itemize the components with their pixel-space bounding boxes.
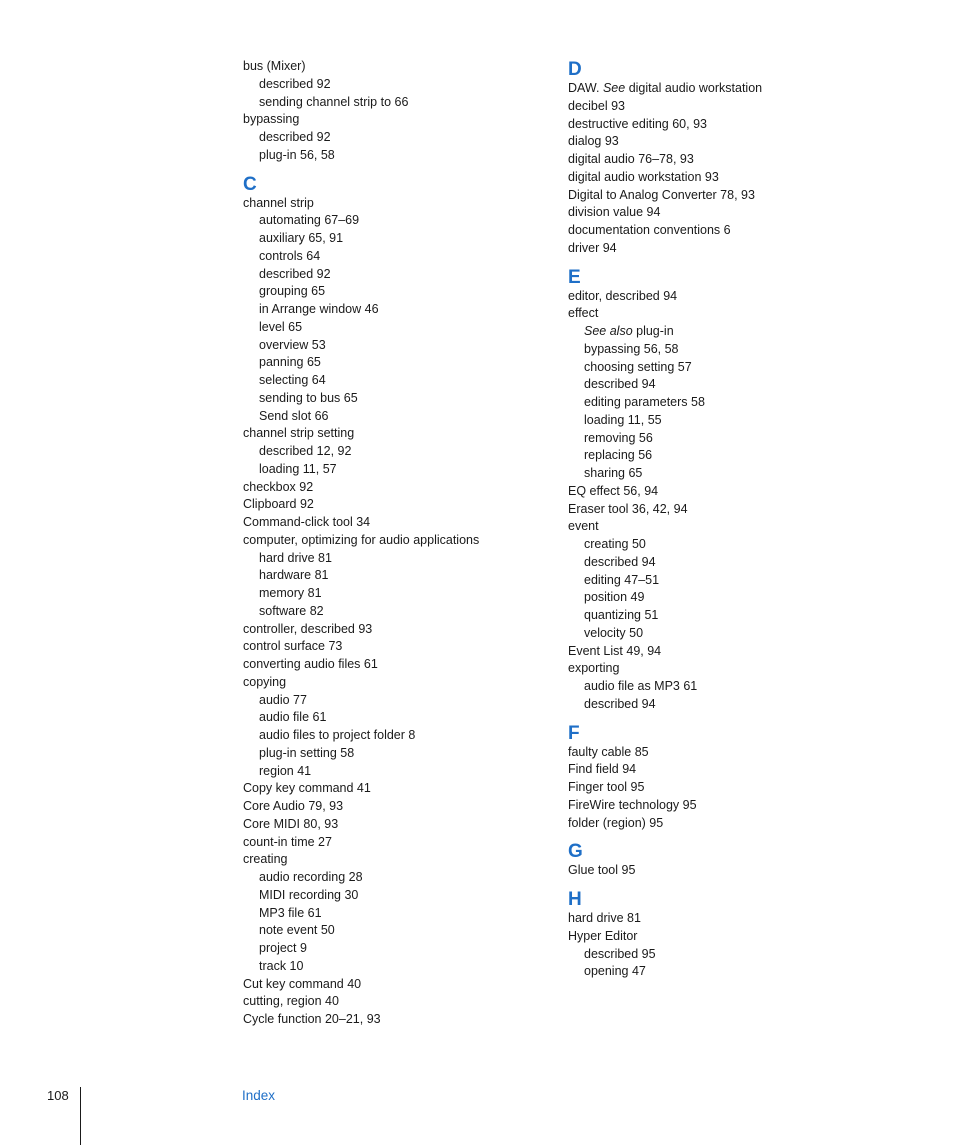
entry-text: Core MIDI 80, 93	[243, 816, 339, 831]
index-entry	[568, 928, 868, 946]
entry-text: memory 81	[259, 586, 322, 600]
entry-text: folder (region) 95	[568, 815, 664, 830]
index-entry	[243, 780, 543, 798]
index-entry	[243, 621, 543, 639]
index-subentry	[243, 869, 543, 887]
entry-text: Clipboard 92	[243, 497, 314, 512]
entry-text: audio 77	[259, 692, 307, 707]
entry-text: hard drive 81	[259, 550, 332, 565]
index-entry	[568, 98, 868, 116]
index-entry	[243, 111, 543, 129]
index-subentry	[243, 940, 543, 958]
entry-text: panning 65	[259, 355, 321, 370]
entry-text: project 9	[259, 941, 307, 955]
index-subentry	[243, 692, 543, 710]
entry-text: DAW.	[568, 81, 603, 95]
section-letter-d: D	[568, 59, 582, 80]
index-entry	[243, 656, 543, 674]
entry-text: bypassing	[243, 112, 300, 127]
index-entry	[568, 204, 868, 222]
entry-text: decibel 93	[568, 98, 625, 113]
entry-text: Cycle function 20–21, 93	[243, 1012, 381, 1026]
index-subentry	[243, 408, 543, 426]
index-entry	[568, 151, 868, 169]
entry-text: software 82	[259, 603, 324, 618]
entry-text: bypassing 56, 58	[584, 341, 679, 356]
index-entry	[568, 660, 868, 678]
index-entry	[568, 483, 868, 501]
index-subentry	[243, 301, 543, 319]
index-subentry	[243, 763, 543, 781]
index-entry	[243, 479, 543, 497]
index-subentry	[243, 887, 543, 905]
index-subentry	[243, 319, 543, 337]
index-subentry	[243, 337, 543, 355]
entry-text: Command-click tool 34	[243, 515, 371, 529]
entry-text: opening 47	[584, 964, 646, 979]
index-subentry	[243, 550, 543, 568]
section-letter-e: E	[568, 266, 581, 288]
entry-text: control surface 73	[243, 639, 343, 654]
index-subentry	[243, 354, 543, 372]
index-subentry	[243, 745, 543, 763]
index-subentry	[568, 678, 868, 696]
entry-text: hardware 81	[259, 568, 329, 583]
entry-text: digital audio 76–78, 93	[568, 152, 694, 166]
entry-text: controls 64	[259, 248, 321, 263]
entry-text: grouping 65	[259, 284, 326, 299]
index-entry	[568, 518, 868, 536]
index-entry	[568, 80, 868, 98]
index-subentry	[243, 212, 543, 230]
index-entry	[243, 851, 543, 869]
index-entry	[243, 798, 543, 816]
index-entry	[568, 133, 868, 151]
index-entry	[243, 674, 543, 692]
index-entry	[243, 976, 543, 994]
index-subentry	[568, 341, 868, 359]
entry-text: choosing setting 57	[584, 359, 692, 374]
entry-text: Glue tool 95	[568, 863, 636, 878]
index-subentry	[568, 394, 868, 412]
index-subentry	[568, 412, 868, 430]
index-subentry	[568, 447, 868, 465]
entry-text: removing 56	[584, 430, 653, 445]
index-entry	[243, 1011, 543, 1029]
index-entry	[568, 797, 868, 815]
index-entry	[568, 744, 868, 762]
index-entry	[568, 288, 868, 306]
entry-text: Finger tool 95	[568, 780, 645, 794]
entry-text: copying	[243, 674, 287, 689]
index-entry	[243, 993, 543, 1011]
index-subentry	[568, 696, 868, 714]
entry-text: computer, optimizing for audio applications	[243, 532, 480, 547]
entry-text: auxiliary 65, 91	[259, 231, 344, 245]
entry-text: creating 50	[584, 537, 646, 551]
entry-text: track 10	[259, 958, 304, 973]
index-entry	[243, 638, 543, 656]
index-subentry	[568, 323, 868, 341]
entry-text: See also	[584, 324, 633, 338]
entry-text: EQ effect 56, 94	[568, 483, 659, 498]
entry-text: editing 47–51	[584, 572, 660, 587]
index-subentry	[243, 248, 543, 266]
entry-text: FireWire technology 95	[568, 797, 697, 812]
entry-text: Copy key command 41	[243, 781, 371, 796]
index-entry	[568, 169, 868, 187]
index-entry	[568, 222, 868, 240]
entry-text: channel strip	[243, 195, 314, 210]
index-subentry	[568, 572, 868, 590]
entry-text: selecting 64	[259, 373, 326, 387]
index-subentry	[568, 625, 868, 643]
entry-text: described 94	[584, 696, 656, 711]
index-subentry	[243, 94, 543, 112]
entry-text: plug-in setting 58	[259, 745, 355, 760]
index-entry	[568, 305, 868, 323]
entry-text: velocity 50	[584, 625, 644, 640]
entry-text: Core Audio 79, 93	[243, 799, 344, 813]
index-subentry	[568, 376, 868, 394]
entry-text: described 92	[259, 76, 331, 91]
index-subentry	[243, 266, 543, 284]
entry-text: See	[602, 81, 626, 95]
entry-text: hard drive 81	[568, 911, 641, 925]
entry-text: controller, described 93	[243, 621, 373, 636]
entry-text: editing parameters 58	[584, 395, 705, 409]
entry-text: plug-in	[632, 324, 674, 338]
entry-text: described 94	[584, 377, 656, 392]
entry-text: position 49	[584, 590, 645, 605]
entry-text: Eraser tool 36, 42, 94	[568, 501, 688, 516]
index-entry	[568, 910, 868, 928]
entry-text: MIDI recording 30	[259, 887, 359, 902]
entry-text: effect	[568, 306, 599, 321]
entry-text: MP3 file 61	[259, 905, 322, 920]
entry-text: automating 67–69	[259, 213, 360, 228]
index-subentry	[243, 230, 543, 248]
entry-text: creating	[243, 852, 288, 867]
index-subentry	[568, 589, 868, 607]
entry-text: bus (Mixer)	[243, 59, 306, 73]
index-subentry	[243, 727, 543, 745]
index-entry	[243, 195, 543, 213]
index-entry	[568, 187, 868, 205]
index-subentry	[243, 390, 543, 408]
index-entry	[243, 514, 543, 532]
index-subentry	[568, 554, 868, 572]
entry-text: audio file as MP3 61	[584, 679, 698, 693]
index-column-right	[568, 58, 868, 981]
entry-text: described 92	[259, 266, 331, 281]
index-entry	[568, 779, 868, 797]
entry-text: note event 50	[259, 923, 335, 938]
entry-text: replacing 56	[584, 448, 653, 463]
index-entry	[568, 815, 868, 833]
index-entry	[243, 532, 543, 550]
index-subentry	[243, 585, 543, 603]
entry-text: digital audio workstation	[625, 81, 763, 95]
entry-text: Find field 94	[568, 762, 637, 777]
index-entry	[568, 643, 868, 661]
index-subentry	[243, 443, 543, 461]
index-entry	[568, 862, 868, 880]
index-subentry	[243, 372, 543, 390]
entry-text: channel strip setting	[243, 426, 355, 441]
index-entry	[568, 116, 868, 134]
entry-text: destructive editing 60, 93	[568, 116, 707, 131]
entry-text: cutting, region 40	[243, 994, 339, 1009]
index-subentry	[568, 359, 868, 377]
index-subentry	[243, 129, 543, 147]
index-entry	[243, 425, 543, 443]
index-subentry	[568, 465, 868, 483]
index-entry	[568, 761, 868, 779]
index-entry	[568, 501, 868, 519]
entry-text: described 12, 92	[259, 444, 352, 458]
index-entry	[243, 496, 543, 514]
entry-text: checkbox 92	[243, 479, 314, 494]
section-letter-f: F	[568, 722, 580, 744]
index-subentry	[568, 963, 868, 981]
index-subentry	[243, 76, 543, 94]
index-subentry	[243, 603, 543, 621]
index-subentry	[243, 922, 543, 940]
index-subentry	[243, 709, 543, 727]
entry-text: converting audio files 61	[243, 657, 378, 671]
entry-text: audio recording 28	[259, 870, 363, 884]
entry-text: in Arrange window 46	[259, 302, 379, 316]
entry-text: level 65	[259, 319, 303, 334]
entry-text: Hyper Editor	[568, 928, 638, 943]
entry-text: Event List 49, 94	[568, 643, 662, 658]
entry-text: audio files to project folder 8	[259, 728, 416, 742]
entry-text: quantizing 51	[584, 608, 659, 622]
index-subentry	[243, 461, 543, 479]
entry-text: described 92	[259, 130, 331, 144]
index-entry	[243, 816, 543, 834]
entry-text: described 94	[584, 554, 656, 569]
footer-divider	[80, 1087, 81, 1145]
entry-text: sending to bus 65	[259, 390, 358, 405]
entry-text: audio file 61	[259, 710, 327, 725]
index-subentry	[568, 946, 868, 964]
entry-text: loading 11, 55	[584, 412, 662, 427]
entry-text: plug-in 56, 58	[259, 147, 335, 162]
entry-text: overview 53	[259, 337, 326, 352]
entry-text: Cut key command 40	[243, 976, 362, 991]
entry-text: region 41	[259, 763, 312, 778]
entry-text: digital audio workstation 93	[568, 169, 719, 184]
index-subentry	[243, 283, 543, 301]
index-entry	[568, 240, 868, 258]
index-subentry	[243, 567, 543, 585]
entry-text: event	[568, 519, 599, 534]
entry-text: Digital to Analog Converter 78, 93	[568, 187, 755, 202]
index-column-left	[243, 58, 543, 1029]
index-subentry	[568, 607, 868, 625]
index-subentry	[243, 147, 543, 165]
index-subentry	[568, 536, 868, 554]
entry-text: dialog 93	[568, 134, 619, 149]
entry-text: count-in time 27	[243, 834, 332, 849]
index-subentry	[568, 430, 868, 448]
entry-text: Send slot 66	[259, 408, 329, 423]
index-entry	[243, 58, 543, 76]
entry-text: loading 11, 57	[259, 461, 337, 476]
section-label: Index	[242, 1088, 276, 1103]
index-entry	[243, 834, 543, 852]
section-letter-c: C	[243, 173, 257, 195]
index-subentry	[243, 905, 543, 923]
entry-text: sending channel strip to 66	[259, 94, 409, 109]
section-letter-h: H	[568, 889, 582, 910]
entry-text: exporting	[568, 661, 620, 676]
entry-text: division value 94	[568, 205, 661, 220]
page-number: 108	[47, 1088, 69, 1103]
entry-text: sharing 65	[584, 466, 643, 480]
entry-text: described 95	[584, 946, 656, 961]
entry-text: documentation conventions 6	[568, 223, 731, 237]
entry-text: driver 94	[568, 240, 617, 255]
entry-text: faulty cable 85	[568, 744, 649, 759]
section-letter-g: G	[568, 841, 583, 863]
entry-text: editor, described 94	[568, 288, 678, 303]
index-subentry	[243, 958, 543, 976]
